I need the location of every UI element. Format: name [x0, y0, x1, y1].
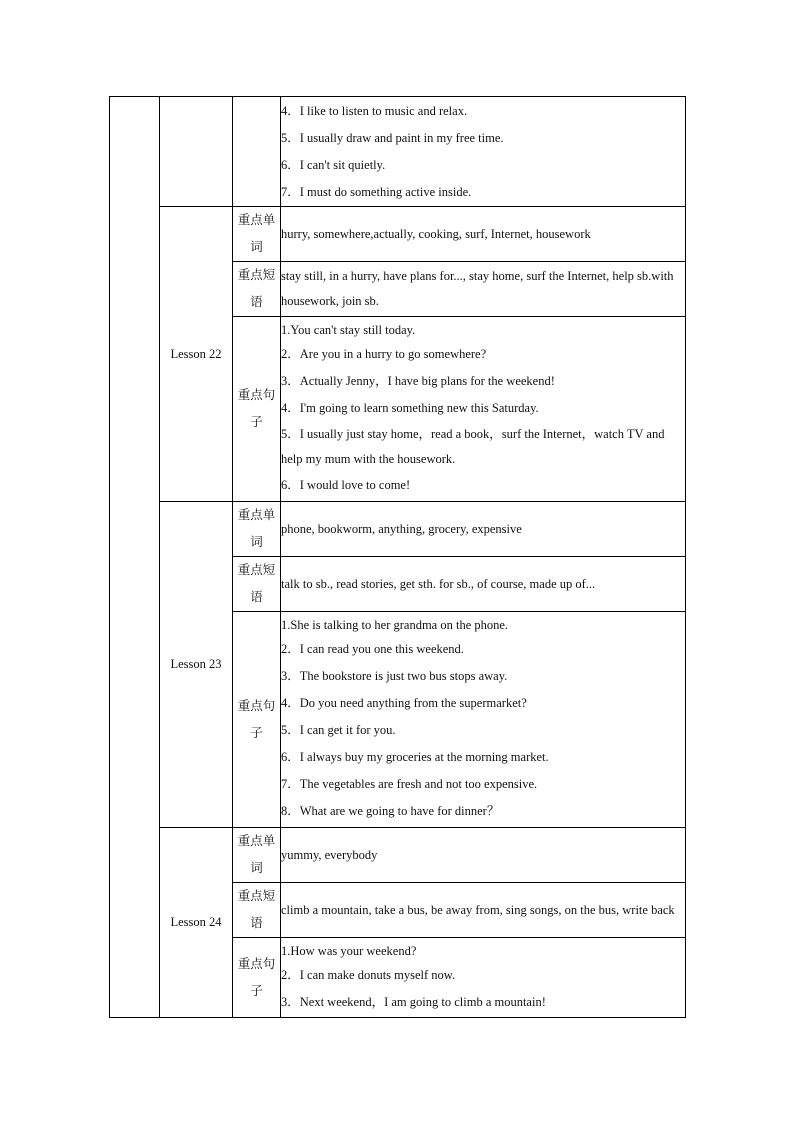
key-phrases: talk to sb., read stories, get sth. for sb., of course, made up of...: [281, 557, 686, 612]
sentence: 6．I always buy my groceries at the morning market.: [281, 750, 549, 764]
sentence: 2．I can make donuts myself now.: [281, 967, 456, 982]
sentence: 4．I'm going to learn something new this Saturday.: [281, 401, 539, 415]
lesson-name: Lesson 22: [160, 207, 233, 502]
phrases-label: 重点短语: [233, 883, 281, 938]
key-words: hurry, somewhere,actually, cooking, surf, Internet, housework: [281, 207, 686, 262]
sentence: 2．I can read you one this weekend.: [281, 642, 464, 656]
sentences-label: 重点句子: [233, 612, 281, 828]
sentence: 2．Are you in a hurry to go somewhere?: [281, 347, 487, 361]
key-phrases: [281, 262, 686, 317]
key-words: yummy, everybody: [281, 828, 686, 883]
words-label: 重点单词: [233, 502, 281, 557]
sentence: 1.You can't stay still today.: [281, 323, 416, 337]
phrases-label: 重点短语: [233, 262, 281, 317]
lesson23-words-row: [110, 502, 686, 557]
sentence: 8．What are we going to have for dinner？: [281, 804, 500, 818]
lesson-name: Lesson 23: [160, 502, 233, 828]
words-label: 重点单词: [233, 828, 281, 883]
key-phrases: [281, 883, 686, 938]
sentence: 5．I usually draw and paint in my free time.: [281, 130, 504, 145]
sentence: 7．I must do something active inside.: [281, 184, 472, 199]
sentence: 6．I would love to come!: [281, 478, 411, 492]
lessons-table: [109, 96, 686, 1018]
sentence: 5．I usually just stay home，read a book，surf the Internet，watch TV and help my mum with the housework.: [281, 427, 665, 466]
sentence: 1.She is talking to her grandma on the phone.: [281, 618, 509, 632]
key-words: phone, bookworm, anything, grocery, expensive: [281, 502, 686, 557]
continuation-sentences: [281, 97, 686, 207]
outer-column: [110, 97, 160, 1018]
sentences-label: 重点句子: [233, 317, 281, 502]
sentence: 3．Next weekend，I am going to climb a mountain!: [281, 994, 546, 1009]
sentence: 4．Do you need anything from the supermarket?: [281, 696, 527, 710]
key-sentences: [281, 317, 686, 502]
sentence: 1.How was your weekend?: [281, 943, 417, 958]
lesson24-words-row: [110, 828, 686, 883]
sentence: 6．I can't sit quietly.: [281, 157, 386, 172]
continuation-lesson-cell: [160, 97, 233, 207]
lesson-name: Lesson 24: [160, 828, 233, 1018]
words-label: 重点单词: [233, 207, 281, 262]
phrases-text: stay still, in a hurry, have plans for..., stay home, surf the Internet, help sb.with housework, join sb.: [281, 269, 674, 308]
continuation-category-cell: [233, 97, 281, 207]
continuation-row: [110, 97, 686, 207]
sentence: 4．I like to listen to music and relax.: [281, 103, 468, 118]
sentence: 5．I can get it for you.: [281, 723, 396, 737]
key-sentences: [281, 938, 686, 1018]
sentence: 3．Actually Jenny，I have big plans for the weekend!: [281, 374, 555, 388]
sentence: 7．The vegetables are fresh and not too expensive.: [281, 777, 538, 791]
lesson22-words-row: [110, 207, 686, 262]
sentences-label: 重点句子: [233, 938, 281, 1018]
phrases-text: climb a mountain, take a bus, be away from, sing songs, on the bus, write back: [281, 902, 675, 917]
sentence: 3．The bookstore is just two bus stops away.: [281, 669, 508, 683]
key-sentences: [281, 612, 686, 828]
phrases-label: 重点短语: [233, 557, 281, 612]
